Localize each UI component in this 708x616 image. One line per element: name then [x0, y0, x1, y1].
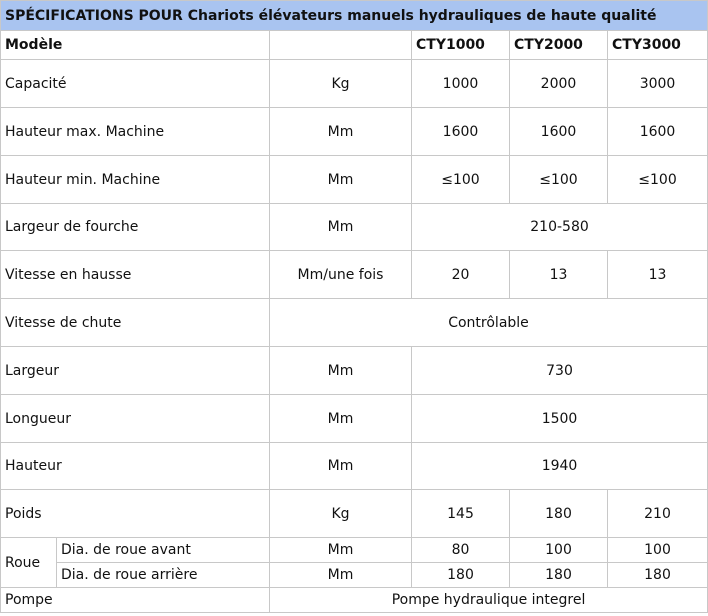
unit-cell: Mm [270, 538, 412, 563]
row-label: Capacité [1, 60, 270, 108]
model-name: CTY2000 [510, 31, 608, 60]
unit-cell: Mm [270, 108, 412, 156]
table-row [1, 251, 708, 299]
value-cell: 2000 [510, 60, 608, 108]
table-row [1, 299, 708, 347]
value-cell: 1600 [510, 108, 608, 156]
value-cell: 180 [510, 563, 608, 588]
unit-header-cell [270, 31, 412, 60]
merged-value-cell: 210-580 [412, 204, 708, 251]
unit-cell: Mm [270, 395, 412, 443]
row-label: Vitesse en hausse [1, 251, 270, 299]
table-row [1, 347, 708, 395]
merged-value-cell: 1500 [412, 395, 708, 443]
merged-value-cell: 1940 [412, 443, 708, 490]
model-name: CTY1000 [412, 31, 510, 60]
table-row [1, 108, 708, 156]
row-label: Hauteur [1, 443, 270, 490]
table-row [1, 490, 708, 538]
table-row [1, 538, 708, 563]
row-label: Pompe [1, 588, 270, 613]
sub-row-label: Dia. de roue arrière [57, 563, 270, 588]
merged-value-cell: 730 [412, 347, 708, 395]
unit-cell: Mm [270, 347, 412, 395]
value-cell: 13 [510, 251, 608, 299]
row-label: Largeur de fourche [1, 204, 270, 251]
table-row [1, 443, 708, 490]
header-row [1, 31, 708, 60]
value-cell: 180 [412, 563, 510, 588]
value-cell: 1000 [412, 60, 510, 108]
value-cell: 80 [412, 538, 510, 563]
sub-row-label: Dia. de roue avant [57, 538, 270, 563]
value-cell: 20 [412, 251, 510, 299]
value-cell: 100 [608, 538, 708, 563]
row-label: Roue [1, 538, 57, 588]
model-name: CTY3000 [608, 31, 708, 60]
merged-value-cell: Contrôlable [270, 299, 708, 347]
value-cell: 1600 [608, 108, 708, 156]
value-cell: 13 [608, 251, 708, 299]
value-cell: 180 [608, 563, 708, 588]
value-cell: 3000 [608, 60, 708, 108]
model-label: Modèle [1, 31, 270, 60]
value-cell: 100 [510, 538, 608, 563]
unit-cell: Mm [270, 204, 412, 251]
row-label: Largeur [1, 347, 270, 395]
table-row [1, 204, 708, 251]
table-row [1, 156, 708, 204]
value-cell: ≤100 [608, 156, 708, 204]
value-cell: 210 [608, 490, 708, 538]
value-cell: ≤100 [412, 156, 510, 204]
table-title: SPÉCIFICATIONS POUR Chariots élévateurs manuels hydrauliques de haute qualité [1, 1, 708, 31]
row-label: Vitesse de chute [1, 299, 270, 347]
unit-cell: Mm [270, 443, 412, 490]
table-row [1, 395, 708, 443]
table-row [1, 588, 708, 613]
row-label: Poids [1, 490, 270, 538]
row-label: Hauteur max. Machine [1, 108, 270, 156]
value-cell: 145 [412, 490, 510, 538]
row-label: Longueur [1, 395, 270, 443]
table-row [1, 60, 708, 108]
table-row [1, 563, 708, 588]
unit-cell: Mm [270, 563, 412, 588]
unit-cell: Mm/une fois [270, 251, 412, 299]
unit-cell: Kg [270, 60, 412, 108]
unit-cell: Mm [270, 156, 412, 204]
merged-value-cell: Pompe hydraulique integrel [270, 588, 708, 613]
value-cell: 1600 [412, 108, 510, 156]
row-label: Hauteur min. Machine [1, 156, 270, 204]
title-row [1, 1, 708, 31]
value-cell: ≤100 [510, 156, 608, 204]
unit-cell: Kg [270, 490, 412, 538]
value-cell: 180 [510, 490, 608, 538]
